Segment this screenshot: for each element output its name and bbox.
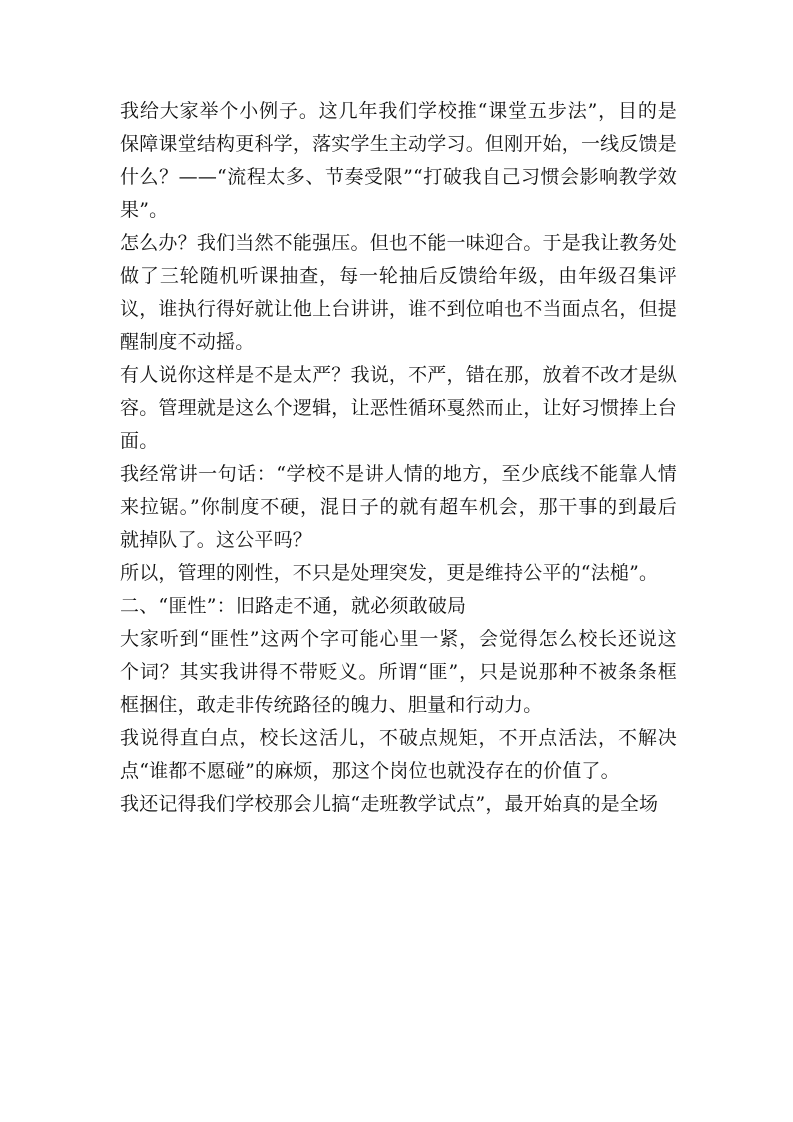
paragraph-6: 大家听到“匪性”这两个字可能心里一紧，会觉得怎么校长还说这个词？其实我讲得不带贬义。所谓“匪”，只是说那种不被条条框框捆住，敢走非传统路径的魄力、胆量和行动力。 <box>120 628 677 716</box>
paragraph-7: 我说得直白点，校长这活儿，不破点规矩，不开点活法，不解决点“谁都不愿碰”的麻烦，那这个岗位也就没存在的价值了。 <box>120 727 677 782</box>
paragraph-1: 我给大家举个小例子。这几年我们学校推“课堂五步法”，目的是保障课堂结构更科学，落实学生主动学习。但刚开始，一线反馈是什么？——“流程太多、节奏受限”“打破我自己习惯会影响教学效果”。 <box>120 100 677 221</box>
paragraph-2: 怎么办？我们当然不能强压。但也不能一味迎合。于是我让教务处做了三轮随机听课抽查，每一轮抽后反馈给年级，由年级召集评议，谁执行得好就让他上台讲讲，谁不到位咱也不当面点名，但提醒制度不动摇。 <box>120 232 677 353</box>
paragraph-8: 我还记得我们学校那会儿搞“走班教学试点”，最开始真的是全场 <box>120 793 659 815</box>
paragraph-5: 所以，管理的刚性，不只是处理突发，更是维持公平的“法槌”。 <box>120 562 659 584</box>
section-heading: 二、“匪性”：旧路走不通，就必须敢破局 <box>120 595 467 617</box>
document-body <box>120 95 677 821</box>
paragraph-4: 我经常讲一句话：“学校不是讲人情的地方，至少底线不能靠人情来拉锯。”你制度不硬，混日子的就有超车机会，那干事的到最后就掉队了。这公平吗？ <box>120 463 677 551</box>
paragraph-3: 有人说你这样是不是太严？我说，不严，错在那，放着不改才是纵容。管理就是这么个逻辑，让恶性循环戛然而止，让好习惯捧上台面。 <box>120 364 677 452</box>
